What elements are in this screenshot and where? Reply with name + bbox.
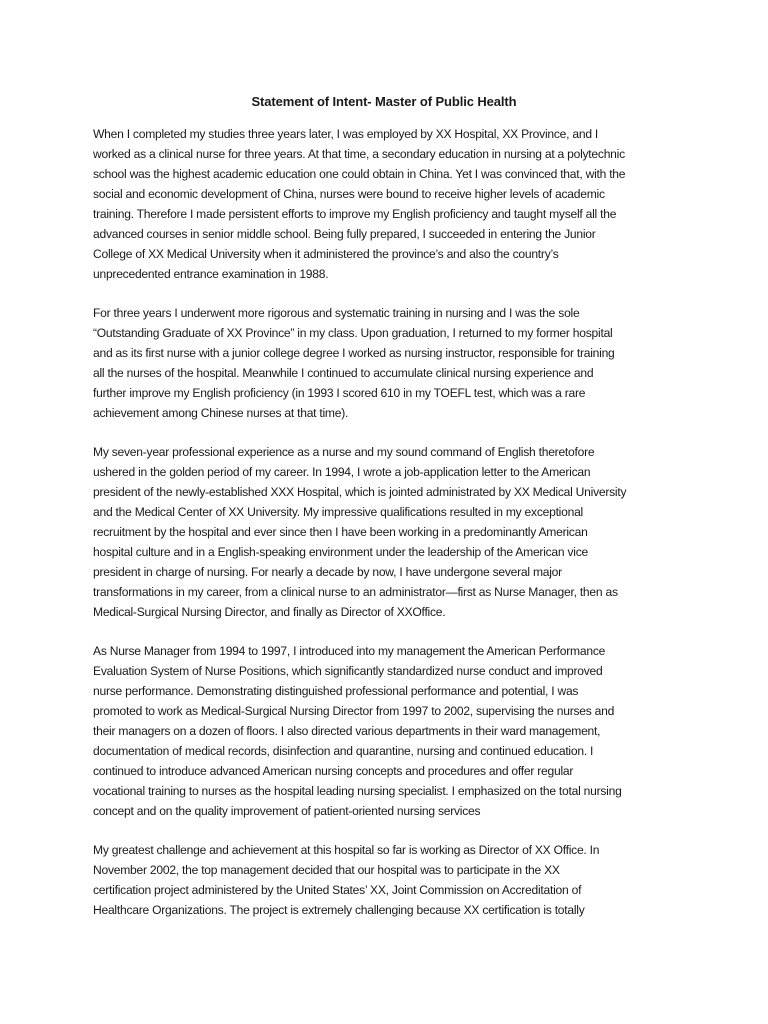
text-line: November 2002, the top management decided that our hospital was to participate in the XX <box>93 863 560 877</box>
text-line: vocational training to nurses as the hospital leading nursing specialist. I emphasized on the total nursing <box>93 784 622 798</box>
text-line: Healthcare Organizations. The project is extremely challenging because XX certification is totally <box>93 903 585 917</box>
text-line: president of the newly-established XXX Hospital, which is jointed administrated by XX Medical University <box>93 485 627 499</box>
text-line: president in charge of nursing. For nearly a decade by now, I have undergone several major <box>93 565 562 579</box>
text-line: My seven-year professional experience as a nurse and my sound command of English theretofore <box>93 445 595 459</box>
text-line: recruitment by the hospital and ever since then I have been working in a predominantly American <box>93 525 588 539</box>
text-line: As Nurse Manager from 1994 to 1997, I introduced into my management the American Performance <box>93 644 606 658</box>
text-line: and as its first nurse with a junior college degree I worked as nursing instructor, responsible for training <box>93 346 615 360</box>
text-line: transformations in my career, from a clinical nurse to an administrator—first as Nurse Manager, then as <box>93 585 618 599</box>
text-line: ushered in the golden period of my career. In 1994, I wrote a job-application letter to the American <box>93 465 591 479</box>
text-line: hospital culture and in a English-speaking environment under the leadership of the American vice <box>93 545 588 559</box>
text-line: documentation of medical records, disinfection and quarantine, nursing and continued education. I <box>93 744 594 758</box>
paragraph-1 <box>93 124 693 284</box>
text-line: Medical-Surgical Nursing Director, and finally as Director of XXOffice. <box>93 605 446 619</box>
document-title: Statement of Intent- Master of Public Health <box>251 94 517 109</box>
text-line: continued to introduce advanced American nursing concepts and procedures and offer regular <box>93 764 574 778</box>
text-line: certification project administered by the United States’ XX, Joint Commission on Accreditation of <box>93 883 582 897</box>
text-line: their managers on a dozen of floors. I also directed various departments in their ward management, <box>93 724 601 738</box>
text-line: When I completed my studies three years later, I was employed by XX Hospital, XX Province, and I <box>93 127 599 141</box>
text-line: achievement among Chinese nurses at that time). <box>93 406 349 420</box>
document-body <box>93 124 693 939</box>
paragraph-3 <box>93 442 693 622</box>
text-line: all the nurses of the hospital. Meanwhile I continued to accumulate clinical nursing experience and <box>93 366 594 380</box>
text-line: and the Medical Center of XX University. My impressive qualifications resulted in my exceptional <box>93 505 583 519</box>
text-line: further improve my English proficiency (in 1993 I scored 610 in my TOEFL test, which was a rare <box>93 386 586 400</box>
paragraph-2 <box>93 303 693 423</box>
paragraph-5 <box>93 840 693 920</box>
text-line: My greatest challenge and achievement at this hospital so far is working as Director of XX Office. In <box>93 843 600 857</box>
text-line: “Outstanding Graduate of XX Province” in my class. Upon graduation, I returned to my former hospital <box>93 326 613 340</box>
text-line: worked as a clinical nurse for three years. At that time, a secondary education in nursing at a polytechnic <box>93 147 625 161</box>
paragraph-4 <box>93 641 693 821</box>
text-line: promoted to work as Medical-Surgical Nursing Director from 1997 to 2002, supervising the nurses and <box>93 704 615 718</box>
text-line: For three years I underwent more rigorous and systematic training in nursing and I was the sole <box>93 306 580 320</box>
text-line: unprecedented entrance examination in 1988. <box>93 267 329 281</box>
text-line: school was the highest academic education one could obtain in China. Yet I was convinced that, with the <box>93 167 626 181</box>
text-line: social and economic development of China, nurses were bound to receive higher levels of academic <box>93 187 605 201</box>
text-line: nurse performance. Demonstrating distinguished professional performance and potential, I was <box>93 684 579 698</box>
text-line: advanced courses in senior middle school. Being fully prepared, I succeeded in entering the Junior <box>93 227 596 241</box>
text-line: Evaluation System of Nurse Positions, which significantly standardized nurse conduct and improved <box>93 664 603 678</box>
text-line: College of XX Medical University when it administered the province’s and also the country’s <box>93 247 559 261</box>
text-line: concept and on the quality improvement of patient-oriented nursing services <box>93 804 481 818</box>
text-line: training. Therefore I made persistent efforts to improve my English proficiency and taught myself all the <box>93 207 617 221</box>
